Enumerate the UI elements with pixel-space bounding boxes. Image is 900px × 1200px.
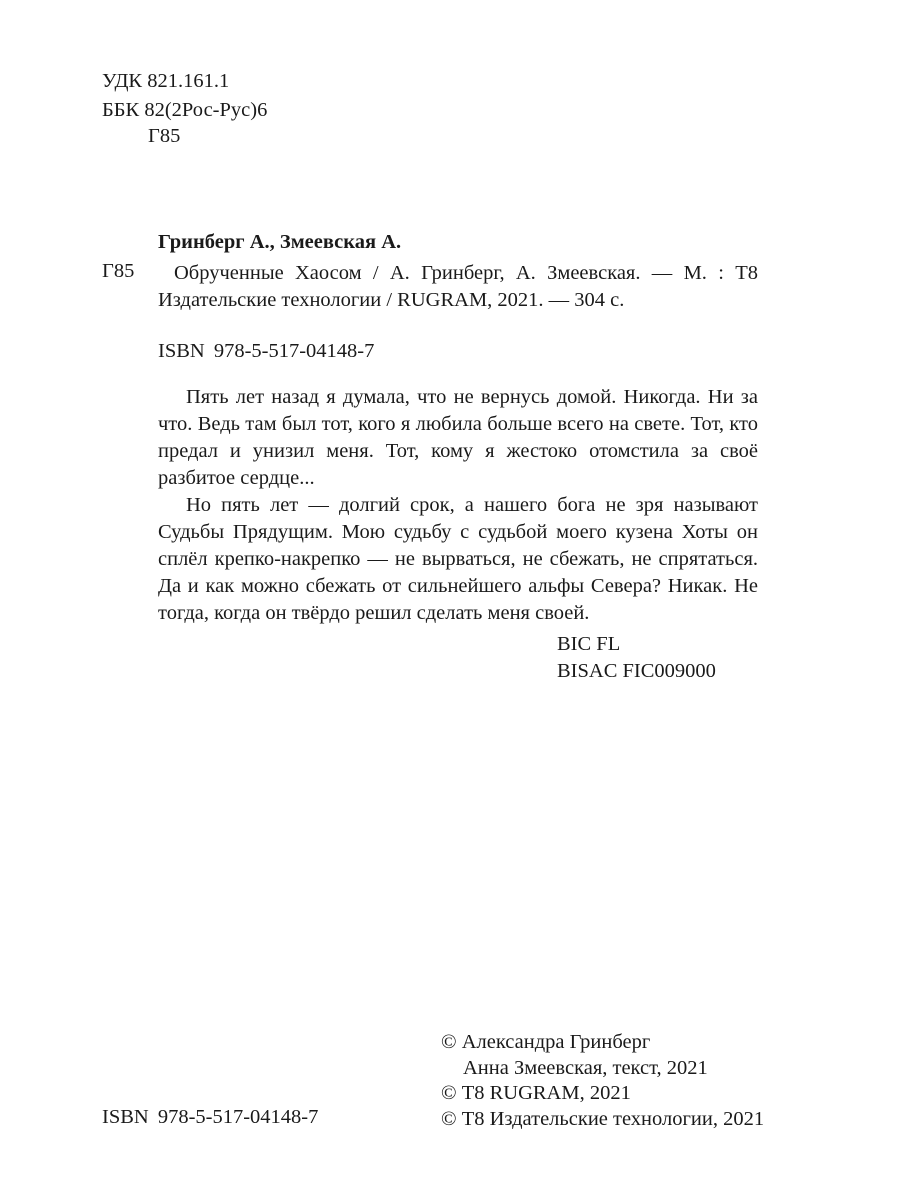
bic-code: BIC FL [557,633,621,655]
author-mark-top: Г85 [148,125,181,147]
udk-code: УДК 821.161.1 [102,70,230,92]
copyright-line: © Александра Гринберг [441,1031,651,1053]
annotation-paragraph: Пять лет назад я думала, что не вернусь домой. Никогда. Ни за что. Ведь там был тот, кого я любила больше всего на свете. Тот, кто предал и унизил меня. Тот, кому я жестоко отомстила за своё разбитое сердце... [158,386,758,489]
authors-heading: Гринберг А., Змеевская А. [158,231,402,253]
bibliographic-description-text: Обрученные Хаосом / А. Гринберг, А. Змеевская. — М. : Т8 Издательские технологии / RUGRAM, 2021. — 304 с. [158,262,758,311]
annotation-paragraph: Но пять лет — долгий срок, а нашего бога не зря называют Судьбы Прядущим. Мою судьбу с судьбой моего кузена Хоты он сплёл крепко-накрепко — не вырваться, не сбежать, не спрятаться. Да и как можно сбежать от сильнейшего альфы Севера? Никак. Не тогда, когда он твёрдо решил сделать меня своей. [158,494,758,624]
copyright-block [441,1030,764,1132]
bisac-code: BISAC FIC009000 [557,660,716,682]
isbn-main: ISBN 978-5-517-04148-7 [158,340,375,362]
author-mark: Г85 [102,260,135,282]
copyright-line: © Т8 RUGRAM, 2021 [441,1082,631,1104]
isbn-footer: ISBN 978-5-517-04148-7 [102,1106,319,1128]
bibliographic-description [158,260,758,314]
copyright-line: © Т8 Издательские технологии, 2021 [441,1107,765,1130]
bbk-code: ББК 82(2Рос-Рус)6 [102,99,268,121]
copyright-line: Анна Змеевская, текст, 2021 [463,1056,708,1079]
annotation [158,384,758,627]
